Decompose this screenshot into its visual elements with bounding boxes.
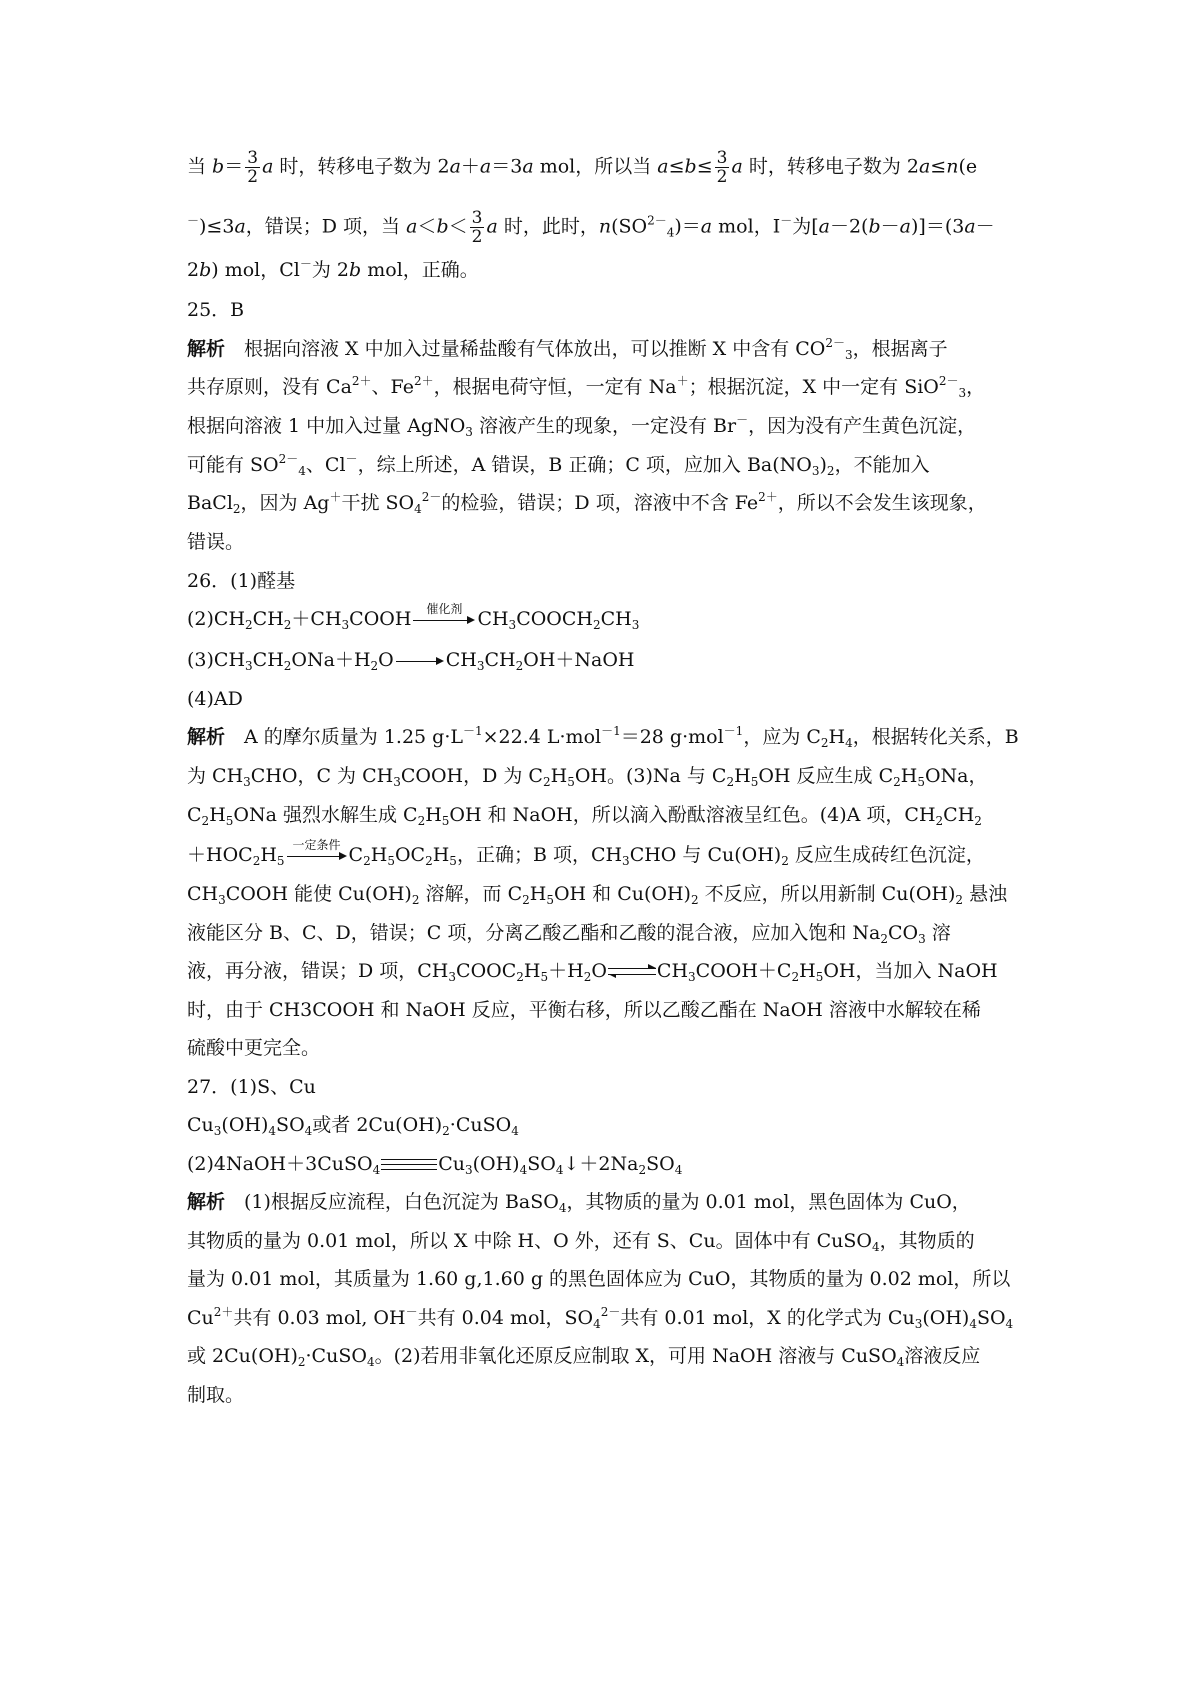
q26-explanation-line-6: 液能区分 B、C、D，错误；C 项，分离乙酸乙酯和乙酸的混合液，应加入饱和 $Na_2CO_3$ 溶 [187, 922, 951, 946]
q25-explanation-line-4: 可能有 $SO^{2-}_4$、Cl－，综上所述，A 错误，B 正确；C 项，应加入 $Ba(NO_3)_2$，不能加入 [187, 452, 930, 478]
q26-explanation-line-4: $+HOC_2H_5$ 一定条件 $C_2H_5OC_2H_5$，正确；B 项，$CH_3CHO$ 与 $Cu(OH)_2$ 反应生成砖红色沉淀， [187, 838, 985, 868]
fraction-3-2: $\frac{3}{2}$ [471, 208, 483, 247]
equilibrium-arrow [608, 964, 656, 980]
q27-explanation-line-2: 其物质的量为 0.01 mol，所以 X 中除 H、O 外，还有 S、Cu。固体中有 CuSO$_4$，其物质的 [187, 1230, 975, 1254]
q24-text-line-3: 2b) mol，Cl－为 2b mol，正确。 [187, 257, 479, 281]
q27-answer-1: 27．(1)S、Cu [187, 1076, 316, 1098]
analysis-label: 解析 [187, 1191, 226, 1213]
q25-explanation-line-6: 错误。 [187, 531, 245, 553]
q25-answer: 25．B [187, 299, 245, 321]
fraction-3-2: $\frac{3}{2}$ [716, 148, 728, 187]
q27-answer-2: $Cu_3(OH)_4SO_4$或者 $2Cu(OH)_2\cdot CuSO_4$ [187, 1114, 519, 1138]
q26-answer-3: $(3)CH_3CH_2ONa+H_2O$ $CH_3CH_2OH+NaOH$ [187, 649, 635, 673]
q26-answer-4: (4)AD [187, 688, 243, 710]
q27-explanation-line-5: 或 $2Cu(OH)_2\cdot CuSO_4$。(2)若用非氧化还原反应制取 X，可用 NaOH 溶液与 CuSO$_4$溶液反应 [187, 1345, 981, 1369]
q24-text-line-1: 当 b＝ $\frac{3}{2}$ a 时，转移电子数为 2a＋a＝3a mol，所以当 a≤b≤ $\frac{3}{2}$ a 时，转移电子数为 2a≤n(e [187, 148, 978, 187]
q26-explanation-line-9: 硫酸中更完全。 [187, 1037, 321, 1059]
q26-answer-1: 26．(1)醛基 [187, 570, 296, 592]
q25-explanation-line-5: BaCl$_2$，因为 Ag＋干扰 $SO_4^{2-}$的检验，错误；D 项，溶液中不含 $Fe^{2+}$，所以不会发生该现象， [187, 490, 987, 516]
q26-answer-2: $(2)CH_2CH_2+CH_3COOH$ 催化剂 $CH_3COOCH_2CH_3$ [187, 602, 640, 632]
fraction-3-2: $\frac{3}{2}$ [247, 148, 259, 187]
q25-explanation-line-2: 共存原则，没有 $Ca^{2+}$、$Fe^{2+}$，根据电荷守恒，一定有 Na＋；根据沉淀，X 中一定有 SiO$^{2-}_3$， [187, 374, 986, 400]
q26-explanation-line-7: 液，再分液，错误；D 项，$CH_3COOC_2H_5+H_2O$ $CH_3COOH+C_2H_5OH$，当加入 NaOH [187, 960, 998, 984]
q27-explanation-line-6: 制取。 [187, 1384, 245, 1406]
q27-explanation-line-1: 解析 (1)根据反应流程，白色沉淀为 BaSO$_4$，其物质的量为 0.01 mol，黑色固体为 CuO， [187, 1191, 971, 1215]
q26-explanation-line-3: $C_2H_5ONa$ 强烈水解生成 $C_2H_5OH$ 和 NaOH，所以滴入酚酞溶液呈红色。(4)A 项，$CH_2CH_2$ [187, 804, 982, 828]
q27-explanation-line-3: 量为 0.01 mol，其质量为 1.60 g,1.60 g 的黑色固体应为 CuO，其物质的量为 0.02 mol，所以 [187, 1268, 1011, 1290]
reaction-arrow-catalyst: 催化剂 [413, 610, 475, 630]
analysis-label: 解析 [187, 338, 226, 360]
q26-explanation-line-1: 解析 A 的摩尔质量为 1.25 $g\cdot L^{-1}\times 22.4$ L·mol$^{-1}$＝28 g·mol$^{-1}$，应为 $C_2H_4$，根据转化关系，B [187, 724, 1019, 750]
q26-explanation-line-5: $CH_3COOH$ 能使 $Cu(OH)_2$ 溶解，而 $C_2H_5OH$ 和 $Cu(OH)_2$ 不反应，所以用新制 $Cu(OH)_2$ 悬浊 [187, 883, 1008, 907]
reaction-arrow-condition: 一定条件 [287, 846, 347, 866]
q27-answer-3: (2)4NaOH＋3CuSO$_4$ $Cu_3(OH)_4SO_4↓+2Na_2SO_4$ [187, 1153, 683, 1177]
q26-explanation-line-8: 时，由于 CH3COOH 和 NaOH 反应，平衡右移，所以乙酸乙酯在 NaOH 溶液中水解较在稀 [187, 999, 981, 1021]
q26-explanation-line-2: 为 $CH_3CHO$，C 为 $CH_3COOH$，D 为 $C_2H_5OH$。(3)Na 与 $C_2H_5OH$ 反应生成 $C_2H_5ONa$， [187, 765, 988, 789]
q27-explanation-line-4: $Cu^{2+}$共有 0.03 mol, OH－共有 0.04 mol，$SO_4^{2-}$共有 0.01 mol，X 的化学式为 $Cu_3(OH)_4SO_4$ [187, 1305, 1014, 1331]
q25-explanation-line-1: 解析 根据向溶液 X 中加入过量稀盐酸有气体放出，可以推断 X 中含有 $CO^{2-}_3$，根据离子 [187, 336, 948, 362]
analysis-label: 解析 [187, 726, 226, 748]
q25-explanation-line-3: 根据向溶液 1 中加入过量 AgNO$_3$ 溶液产生的现象，一定没有 Br－，因为没有产生黄色沉淀， [187, 413, 977, 439]
q24-text-line-2: －)≤3a，错误；D 项，当 a＜b＜ $\frac{3}{2}$ a 时，此时，$n(SO^{2-}_4)=a$ mol，I－为[a－2(b－a)]＝(3a－ [187, 208, 995, 247]
equals-sign-triple [381, 1159, 437, 1171]
reaction-arrow [396, 651, 444, 671]
